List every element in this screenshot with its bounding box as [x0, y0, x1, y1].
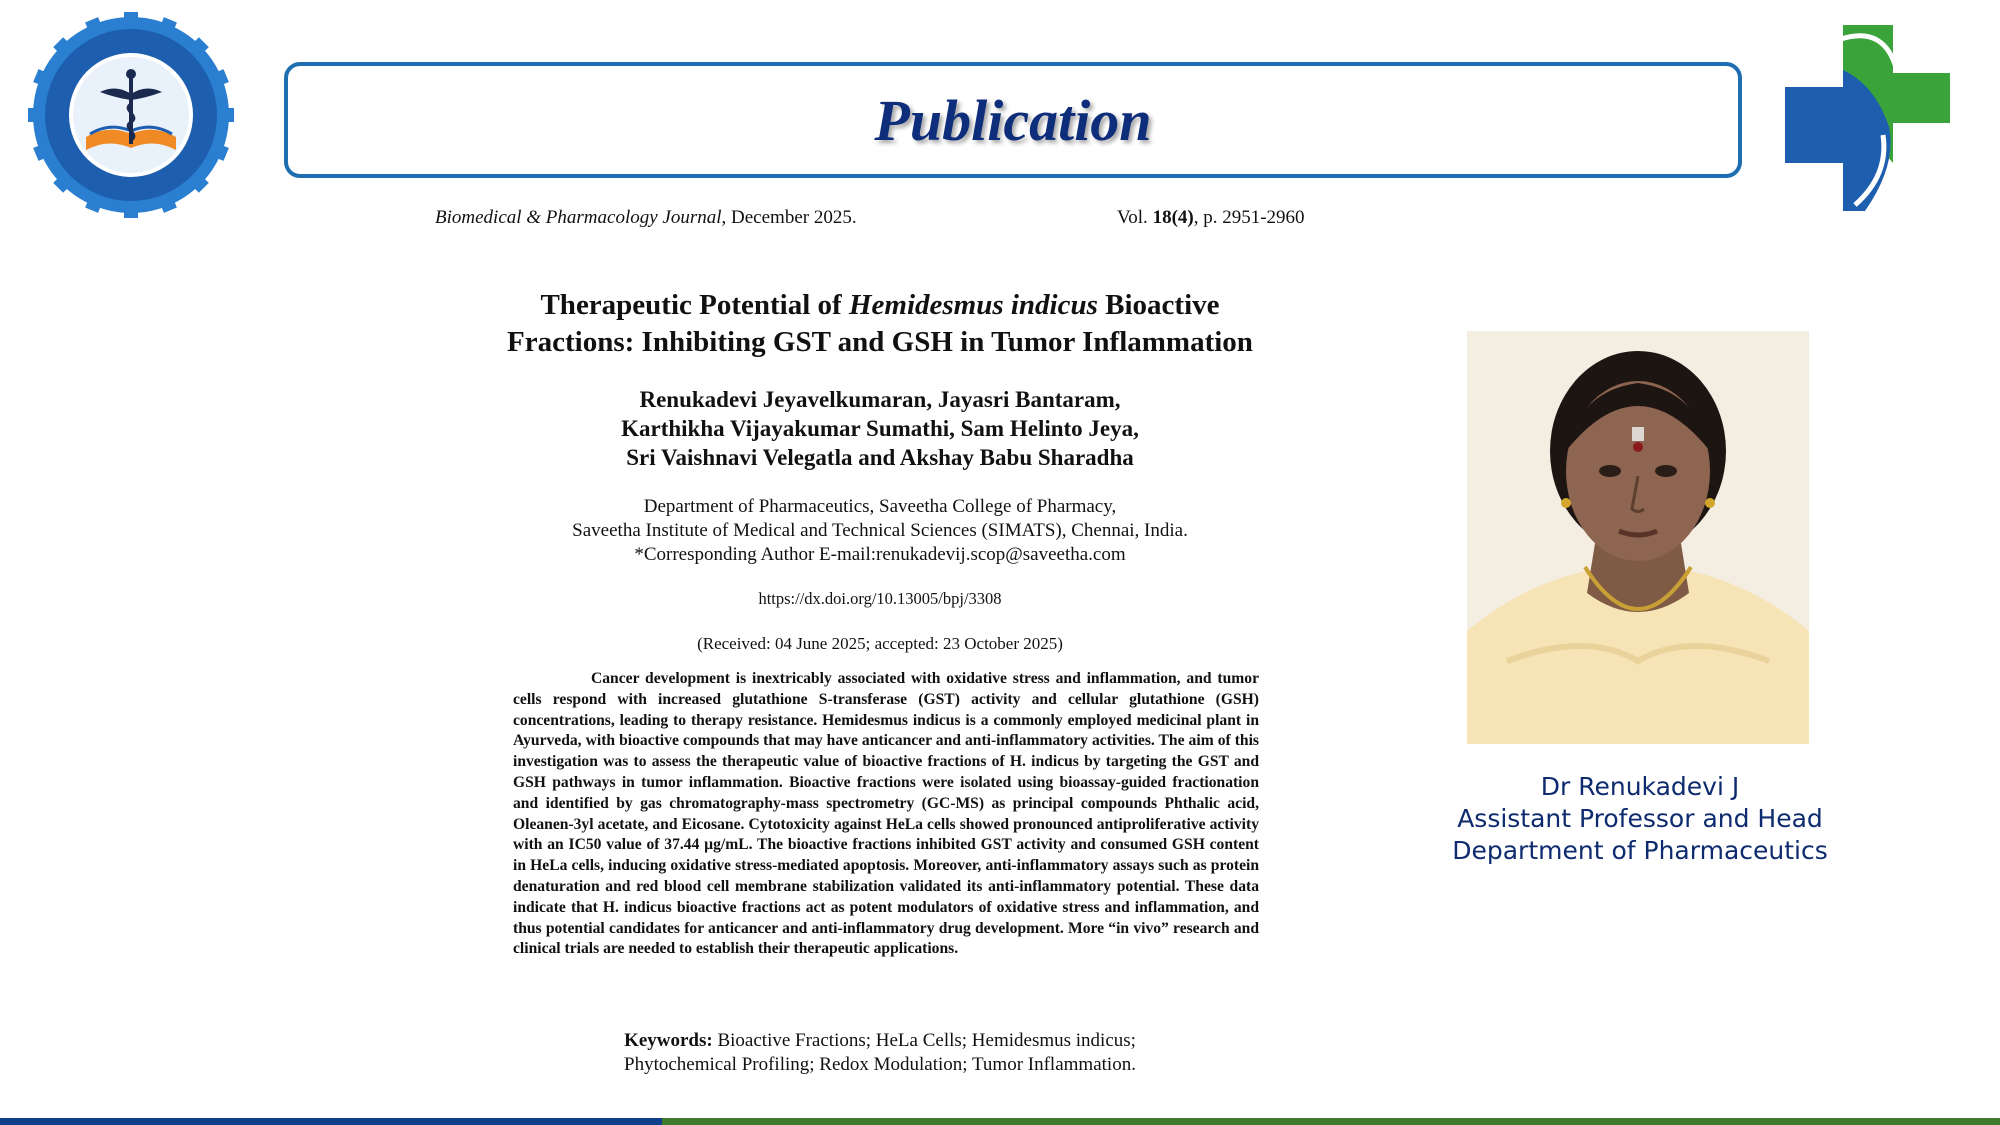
person-info: [1400, 771, 1880, 867]
title-banner: [284, 62, 1742, 178]
medical-cross-logo: [1785, 15, 1955, 215]
doi-link[interactable]: https://dx.doi.org/10.13005/bpj/3308: [758, 589, 1002, 608]
title-line-2: Fractions: Inhibiting GST and GSH in Tumor Inflammation: [507, 326, 1253, 358]
journal-date: , December 2025.: [721, 207, 857, 228]
paper-title: [400, 287, 1360, 361]
title-species: Hemidesmus indicus: [848, 289, 1098, 321]
person-department: Department of Pharmaceutics: [1452, 836, 1828, 865]
affiliation: [400, 495, 1360, 567]
keywords-line-1: Bioactive Fractions; HeLa Cells; Hemidesmus indicus;: [712, 1030, 1136, 1051]
received-dates: (Received: 04 June 2025; accepted: 23 October 2025): [697, 634, 1063, 653]
keywords-line-2: Phytochemical Profiling; Redox Modulation; Tumor Inflammation.: [624, 1054, 1136, 1075]
title-part-1: Therapeutic Potential of: [540, 289, 849, 321]
page-range: , p. 2951-2960: [1193, 207, 1305, 228]
title-part-2: Bioactive: [1097, 289, 1220, 321]
affiliation-line: Department of Pharmaceutics, Saveetha College of Pharmacy,: [643, 496, 1117, 517]
issue-number: (4): [1171, 207, 1194, 228]
person-role: Assistant Professor and Head: [1457, 804, 1823, 833]
author-line: Sri Vaishnavi Velegatla and Akshay Babu Sharadha: [626, 445, 1134, 470]
author-line: Karthikha Vijayakumar Sumathi, Sam Helinto Jeya,: [621, 416, 1139, 441]
author-portrait: [1467, 331, 1809, 744]
simats-seal-logo: [28, 12, 234, 218]
abstract: Cancer development is inextricably associated with oxidative stress and inflammation, and tumor cells respond with increased glutathione S-transferase (GST) activity and cellular glutathione (GSH) concentrations, leading to therapy resistance. Hemidesmus indicus is a commonly employed medicinal plant in Ayurveda, with bioactive compounds that may have anticancer and anti-inflammatory activities. The aim of this investigation was to assess the therapeutic value of bioactive fractions of H. indicus by targeting the GST and GSH pathways in tumor inflammation. Bioactive fractions were isolated using bioassay-guided fractionation and identified by gas chromatography-mass spectrometry (GC-MS) as principal compounds Phthalic acid, Oleanen-3yl acetate, and Eicosane. Cytotoxicity against HeLa cells showed pronounced antiproliferative activity with an IC50 value of 37.44 µg/mL. The bioactive fractions inhibited GST activity and consumed GSH content in HeLa cells, inducing oxidative stress-mediated apoptosis. Moreover, anti-inflammatory assays such as protein denaturation and red blood cell membrane stabilization validated its anti-inflammatory potential. These data indicate that H. indicus bioactive fractions act as potent modulators of oxidative stress and inflammation, and thus potential candidates for anticancer and anti-inflammatory drug development. More “in vivo” research and clinical trials are needed to establish their therapeutic applications.: [513, 670, 1259, 958]
footer-bar-green: [662, 1118, 2000, 1125]
journal-name: Biomedical & Pharmacology Journal: [435, 207, 722, 228]
person-name: Dr Renukadevi J: [1540, 772, 1740, 801]
footer-bar-blue: [0, 1118, 662, 1125]
corresponding-email: *Corresponding Author E-mail:renukadevij.scop@saveetha.com: [634, 544, 1126, 565]
affiliation-line: Saveetha Institute of Medical and Technical Sciences (SIMATS), Chennai, India.: [572, 520, 1188, 541]
journal-citation: [435, 207, 857, 229]
author-list: [400, 385, 1360, 472]
keywords-label: Keywords:: [624, 1030, 713, 1051]
volume-number: 18: [1152, 207, 1172, 228]
volume-prefix: Vol.: [1117, 207, 1153, 228]
keywords: [400, 1029, 1360, 1077]
page-title: Publication: [874, 87, 1152, 153]
author-line: Renukadevi Jeyavelkumaran, Jayasri Bantaram,: [639, 387, 1121, 412]
volume-citation: [1117, 207, 1305, 229]
